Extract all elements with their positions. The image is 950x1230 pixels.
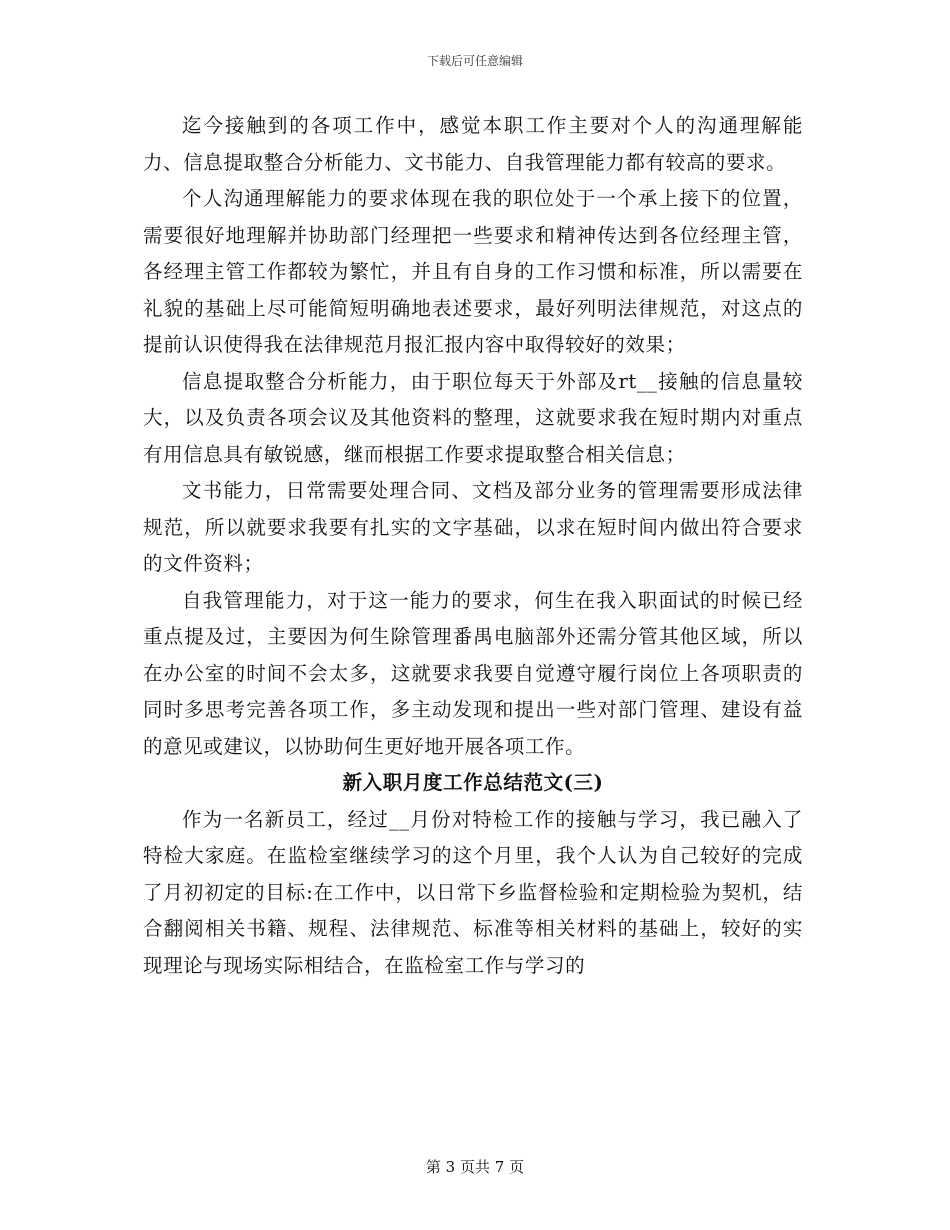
page-header — [0, 52, 950, 69]
paragraph-self-management: 自我管理能力，对于这一能力的要求，何生在我入职面试的时候已经重点提及过，主要因为何生除管理番禺电脑部外还需分管其他区域，所以在办公室的时间不会太多，这就要求我要自觉遵守履行岗位上各项职责的同时多思考完善各项工作，多主动发现和提出一些对部门管理、建设有益的意见或建议，以协助何生更好地开展各项工作。 — [143, 588, 803, 758]
header-note: 下载后可任意编辑 — [426, 54, 523, 68]
section-title: 新入职月度工作总结范文(三) — [342, 771, 604, 794]
paragraph-writing: 文书能力，日常需要处理合同、文档及部分业务的管理需要形成法律规范，所以就要求我要有扎实的文字基础，以求在短时间内做出符合要求的文件资料； — [143, 479, 803, 575]
document-body — [143, 108, 803, 984]
paragraph-section-three: 作为一名新员工，经过__月份对特检工作的接触与学习，我已融入了特检大家庭。在监检室继续学习的这个月里，我个人认为自己较好的完成了月初初定的目标:在工作中，以日常下乡监督检验和定期检验为契机，结合翻阅相关书籍、规程、法律规范、标准等相关材料的基础上，较好的实现理论与现场实际相结合，在监检室工作与学习的 — [143, 807, 803, 977]
page-footer — [0, 1156, 950, 1177]
page-number: 第 3 页共 7 页 — [425, 1158, 525, 1176]
paragraph-communication: 个人沟通理解能力的要求体现在我的职位处于一个承上接下的位置，需要很好地理解并协助部门经理把一些要求和精神传达到各位经理主管，各经理主管工作都较为繁忙，并且有自身的工作习惯和标准，所以需要在礼貌的基础上尽可能简短明确地表述要求，最好列明法律规范，对这点的提前认识使得我在法律规范月报汇报内容中取得较好的效果； — [143, 187, 803, 356]
paragraph-information: 信息提取整合分析能力，由于职位每天于外部及rt__接触的信息量较大，以及负责各项会议及其他资料的整理，这就要求我在短时期内对重点有用信息具有敏锐感，继而根据工作要求提取整合相关信息； — [143, 369, 803, 466]
paragraph-intro: 迄今接触到的各项工作中，感觉本职工作主要对个人的沟通理解能力、信息提取整合分析能力、文书能力、自我管理能力都有较高的要求。 — [143, 114, 803, 174]
